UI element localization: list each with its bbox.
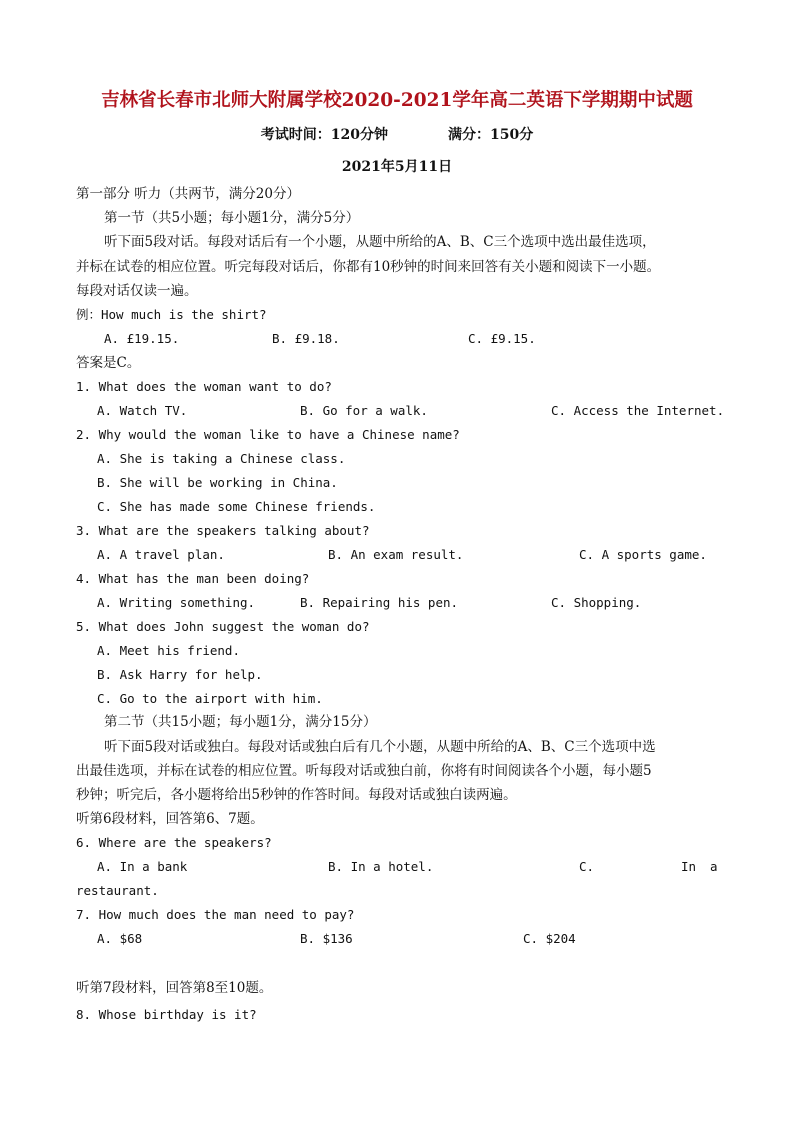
option-a: A. $68 bbox=[97, 931, 143, 946]
example-answer: 答案是C。 bbox=[76, 355, 141, 371]
question-stem: 8. Whose birthday is it? bbox=[76, 1007, 257, 1022]
material-instruction: 听第6段材料，回答第6、7题。 bbox=[76, 811, 264, 827]
option-c: C. $204 bbox=[523, 931, 576, 946]
exam-meta bbox=[0, 124, 794, 144]
option-b: B. Ask Harry for help. bbox=[97, 667, 263, 682]
option-c-wrap: restaurant. bbox=[76, 883, 159, 898]
option-a: A. Writing something. bbox=[97, 595, 256, 610]
option-a: A. A travel plan. bbox=[97, 547, 225, 562]
option-b: B. She will be working in China. bbox=[97, 475, 338, 490]
section2-heading: 第二节（共15小题；每小题1分，满分15分） bbox=[104, 714, 377, 730]
option-b: B. $136 bbox=[300, 931, 353, 946]
option-c: C. Access the Internet. bbox=[551, 403, 725, 418]
section1-instruction-line: 并标在试卷的相应位置。听完每段对话后，你都有10秒钟的时间来回答有关小题和阅读下一小题。 bbox=[76, 259, 661, 275]
option-c-letter: C. bbox=[579, 859, 595, 874]
option-a: A. In a bank bbox=[97, 859, 188, 874]
material-instruction: 听第7段材料，回答第8至10题。 bbox=[76, 980, 273, 996]
exam-title: 吉林省长春市北师大附属学校2020-2021学年高二英语下学期期中试题 bbox=[101, 90, 693, 111]
option-c: C. Shopping. bbox=[551, 595, 642, 610]
section1-heading: 第一节（共5小题；每小题1分，满分5分） bbox=[104, 210, 360, 226]
option-b: B. An exam result. bbox=[328, 547, 464, 562]
question-stem: 7. How much does the man need to pay? bbox=[76, 907, 355, 922]
exam-date: 2021年5月11日 bbox=[341, 159, 453, 175]
option-b: B. Go for a walk. bbox=[300, 403, 428, 418]
example-option-a: A. £19.15. bbox=[104, 331, 180, 346]
question-stem: 3. What are the speakers talking about? bbox=[76, 523, 370, 538]
question-stem: 5. What does John suggest the woman do? bbox=[76, 619, 370, 634]
example-option-b: B. £9.18. bbox=[272, 331, 340, 346]
part1-heading: 第一部分 听力（共两节，满分20分） bbox=[76, 186, 300, 202]
option-a: A. Watch TV. bbox=[97, 403, 188, 418]
option-b: B. Repairing his pen. bbox=[300, 595, 459, 610]
option-b: B. In a hotel. bbox=[328, 859, 434, 874]
option-c-word: In bbox=[681, 859, 697, 874]
section1-instruction-line: 每段对话仅读一遍。 bbox=[76, 283, 198, 299]
option-c: C. A sports game. bbox=[579, 547, 707, 562]
example-question: 例：How much is the shirt? bbox=[76, 307, 267, 322]
section2-instruction-line: 出最佳选项，并标在试卷的相应位置。听每段对话或独白前，你将有时间阅读各个小题，每小题5 bbox=[76, 763, 652, 779]
option-c: C. She has made some Chinese friends. bbox=[97, 499, 376, 514]
exam-time: 考试时间：120分钟 bbox=[260, 127, 388, 143]
full-score: 满分：150分 bbox=[448, 127, 534, 143]
option-c: C. Go to the airport with him. bbox=[97, 691, 323, 706]
question-stem: 2. Why would the woman like to have a Chinese name? bbox=[76, 427, 460, 442]
option-c-word: a bbox=[710, 859, 718, 874]
option-a: A. She is taking a Chinese class. bbox=[97, 451, 346, 466]
section2-instruction-line: 秒钟；听完后，各小题将给出5秒钟的作答时间。每段对话或独白读两遍。 bbox=[76, 787, 517, 803]
question-stem: 6. Where are the speakers? bbox=[76, 835, 272, 850]
question-stem: 1. What does the woman want to do? bbox=[76, 379, 332, 394]
section1-instruction-line: 听下面5段对话。每段对话后有一个小题，从题中所给的A、B、C三个选项中选出最佳选项， bbox=[104, 234, 656, 250]
example-option-c: C. £9.15. bbox=[468, 331, 536, 346]
option-a: A. Meet his friend. bbox=[97, 643, 240, 658]
question-stem: 4. What has the man been doing? bbox=[76, 571, 310, 586]
section2-instruction-line: 听下面5段对话或独白。每段对话或独白后有几个小题，从题中所给的A、B、C三个选项中选 bbox=[104, 739, 656, 755]
